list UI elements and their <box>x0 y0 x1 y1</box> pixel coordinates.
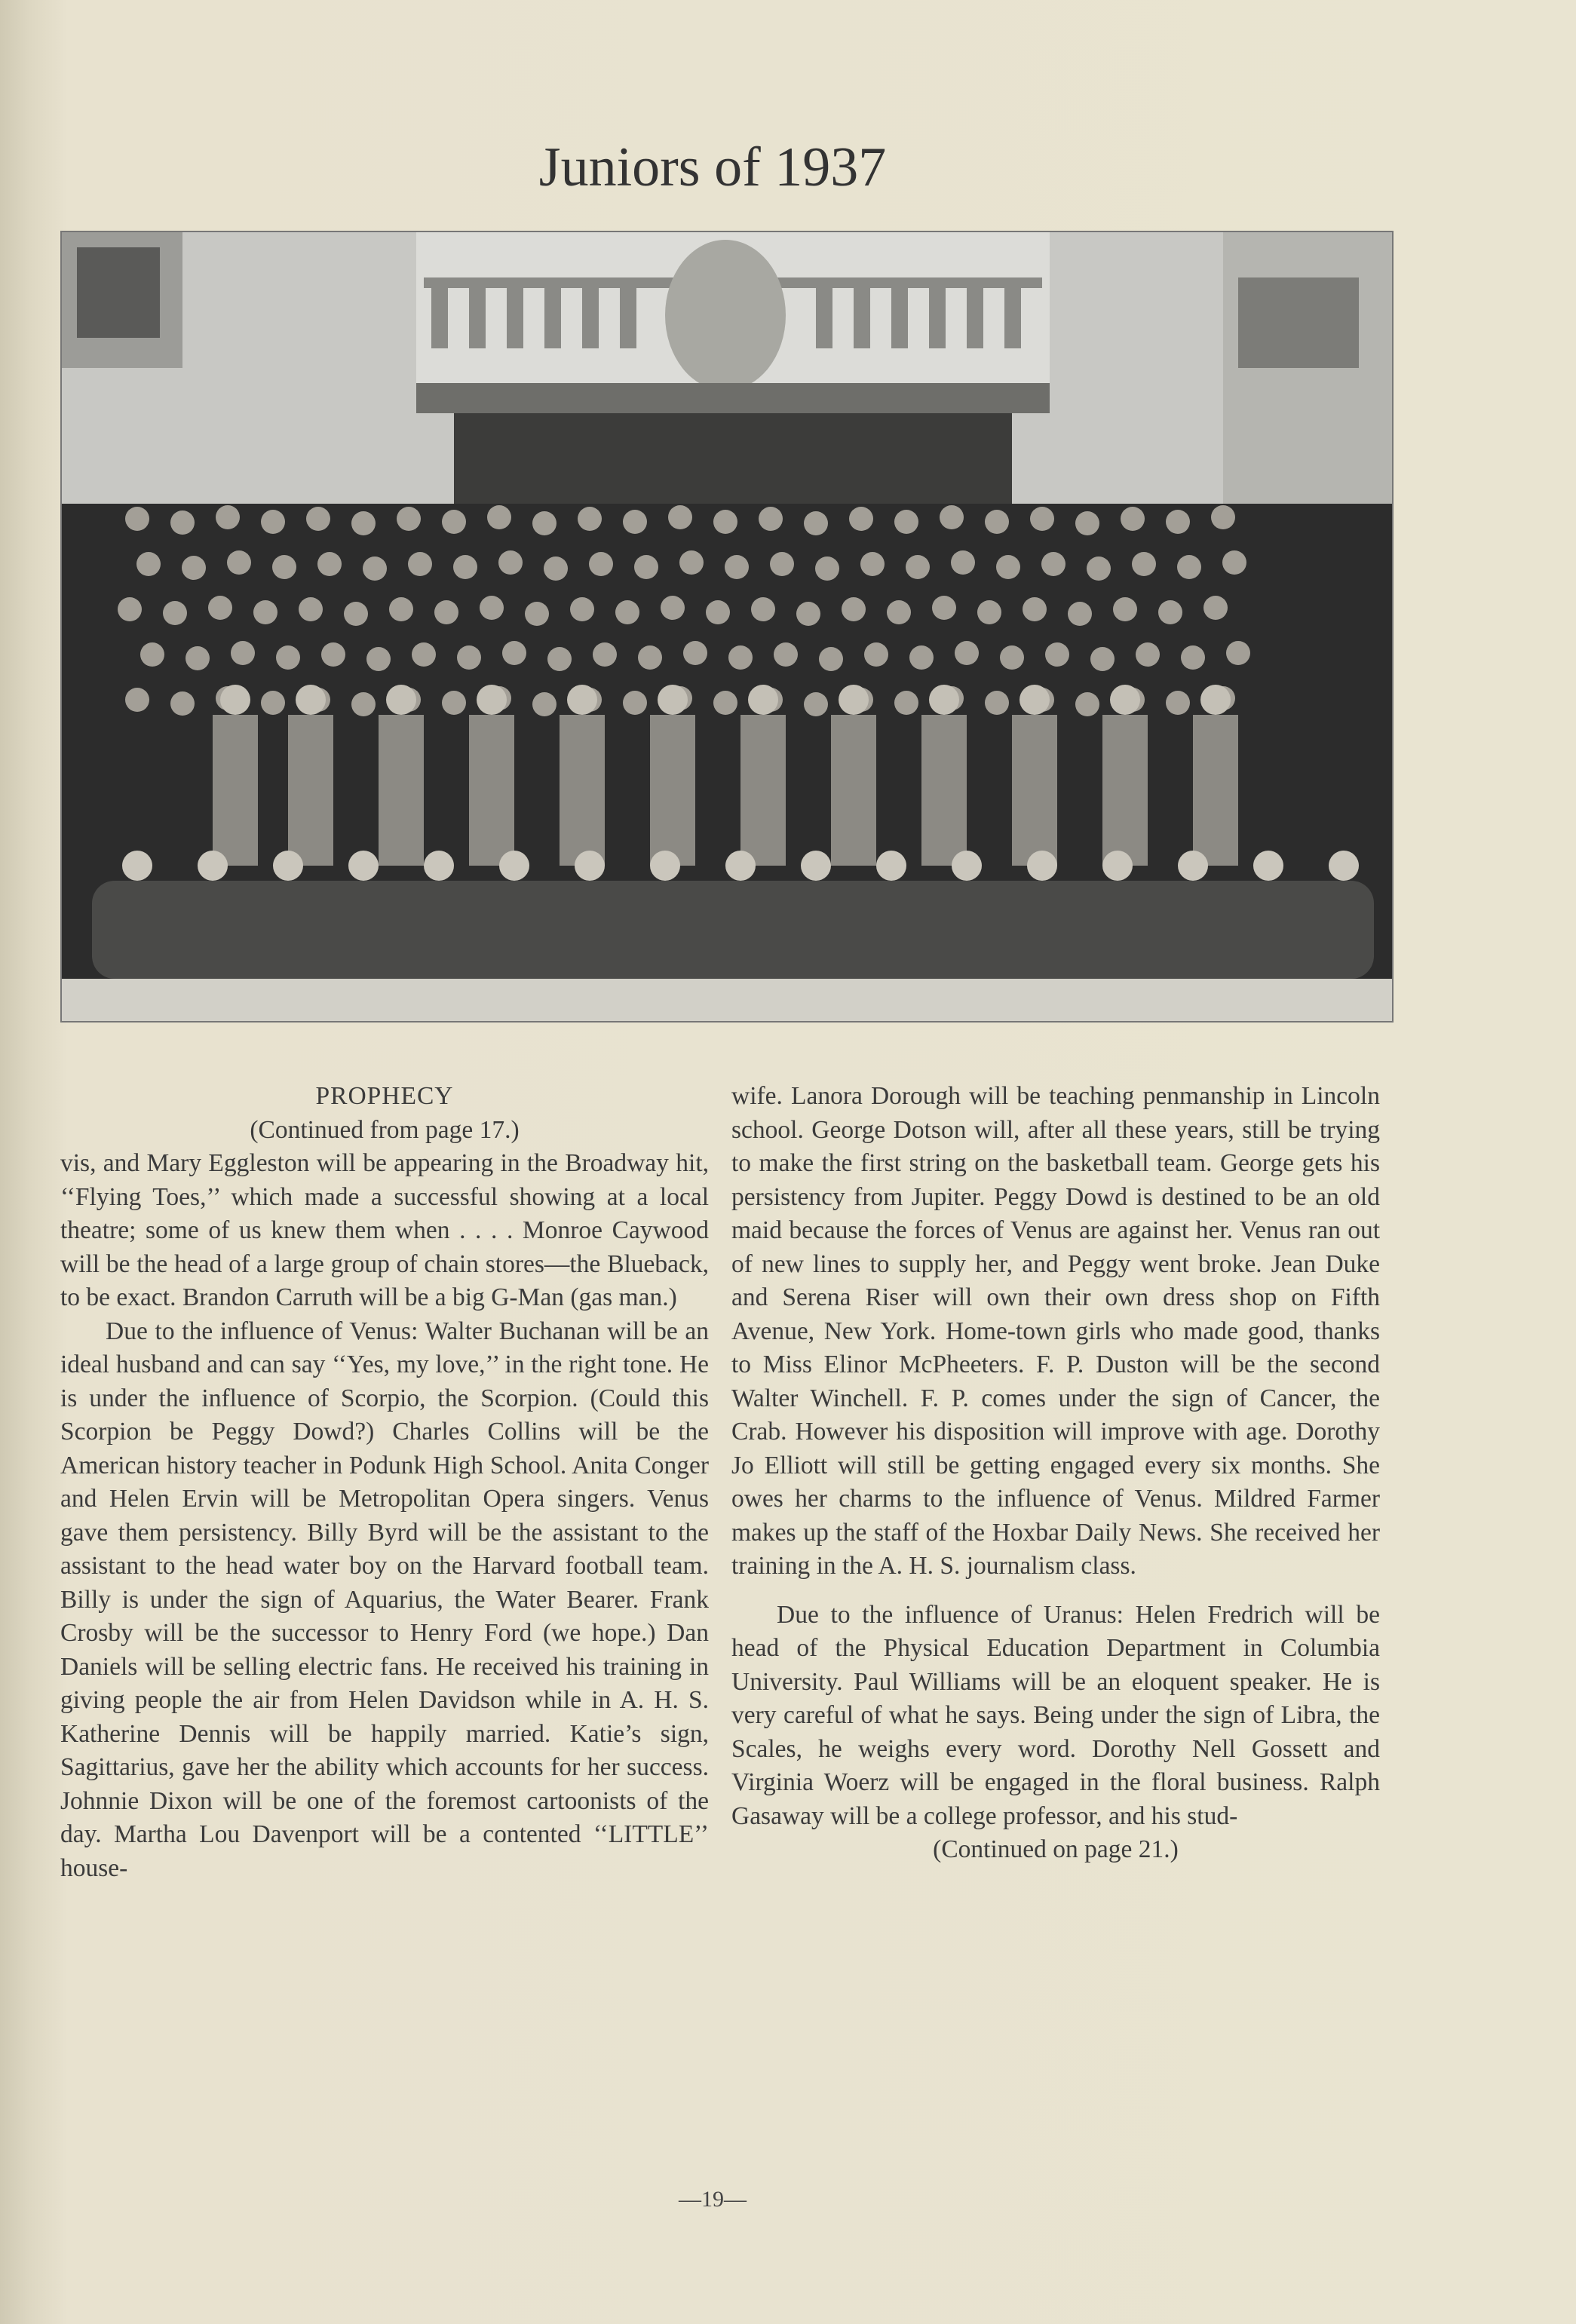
class-group-photo-icon <box>62 232 1392 1021</box>
article-heading: PROPHECY <box>315 1082 454 1110</box>
article-paragraph: Due to the influence of Venus: Walter Buchanan will be an ideal husband and can say ‘‘Yes, my love,’’ in the right tone. He is under the influence of Scorpio, the Scorpion. (Could this Scorpion be Peggy Dowd?) Charles Collins will be the American history teacher in Podunk High School. Anita Conger and Helen Ervin will be Metropolitan Opera singers. Venus gave them persistency. Billy Byrd will be the assistant to the assistant to the head water boy on the Harvard football team. Billy is under the sign of Aquarius, the Water Bearer. Frank Crosby will be the successor to Henry Ford (we hope.) Dan Daniels will be selling electric fans. He received his training in giving people the air from Helen Davidson while in A. H. S. Katherine Dennis will be happily married. Katie’s sign, Sagittarius, gave her the ability which accounts for her success. Johnnie Dixon will be one of the foremost cartoonists of the day. Martha Lou Davenport will be a contented ‘‘LITTLE’’ house- <box>60 1317 709 1882</box>
page-title: Juniors of 1937 <box>538 136 887 198</box>
article-column-left <box>60 1080 709 1885</box>
article-paragraph: wife. Lanora Dorough will be teaching penmanship in Lincoln school. George Dotson will, after all these years, still be trying to make the first string on the basketball team. George gets his persistency from Jupiter. Peggy Dowd is destined to be an old maid because the forces of Venus are against her. Venus ran out of new lines to supply her, and Peggy went broke. Jean Duke and Serena Riser will own their own dress shop on Fifth Avenue, New York. Home-town girls who made good, thanks to Miss Elinor McPheeters. F. P. Duston will be the second Walter Winchell. F. P. comes under the sign of Cancer, the Crab. However his disposition will improve with age. Dorothy Jo Elliott will still be getting engaged every six months. She owes her charms to the influence of Venus. Mildred Farmer makes up the staff of the Hoxbar Daily News. She received her training in the A. H. S. journalism class. <box>731 1082 1380 1580</box>
article-column-right <box>731 1080 1380 1867</box>
page-number: —19— <box>679 2187 747 2212</box>
article-paragraph: Due to the influence of Uranus: Helen Fredrich will be head of the Physical Education Department in Columbia University. Paul Williams will be an eloquent speaker. He is very careful of what he says. Being under the sign of Libra, the Scales, he weighs every word. Dorothy Nell Gossett and Virginia Woerz will be engaged in the floral business. Ralph Gasaway will be a college professor, and his stud- <box>731 1600 1380 1830</box>
class-photo <box>60 231 1394 1022</box>
continued-from-note: (Continued from page 17.) <box>250 1115 520 1144</box>
continued-on-note: (Continued on page 21.) <box>933 1835 1179 1863</box>
article-paragraph: vis, and Mary Eggleston will be appearing in the Broadway hit, ‘‘Flying Toes,’’ which made a successful showing at a local theatre; some of us knew them when . . . . Monroe Caywood will be the head of a large group of chain stores—the Blueback, to be exact. Brandon Carruth will be a big G-Man (gas man.) <box>60 1149 709 1311</box>
